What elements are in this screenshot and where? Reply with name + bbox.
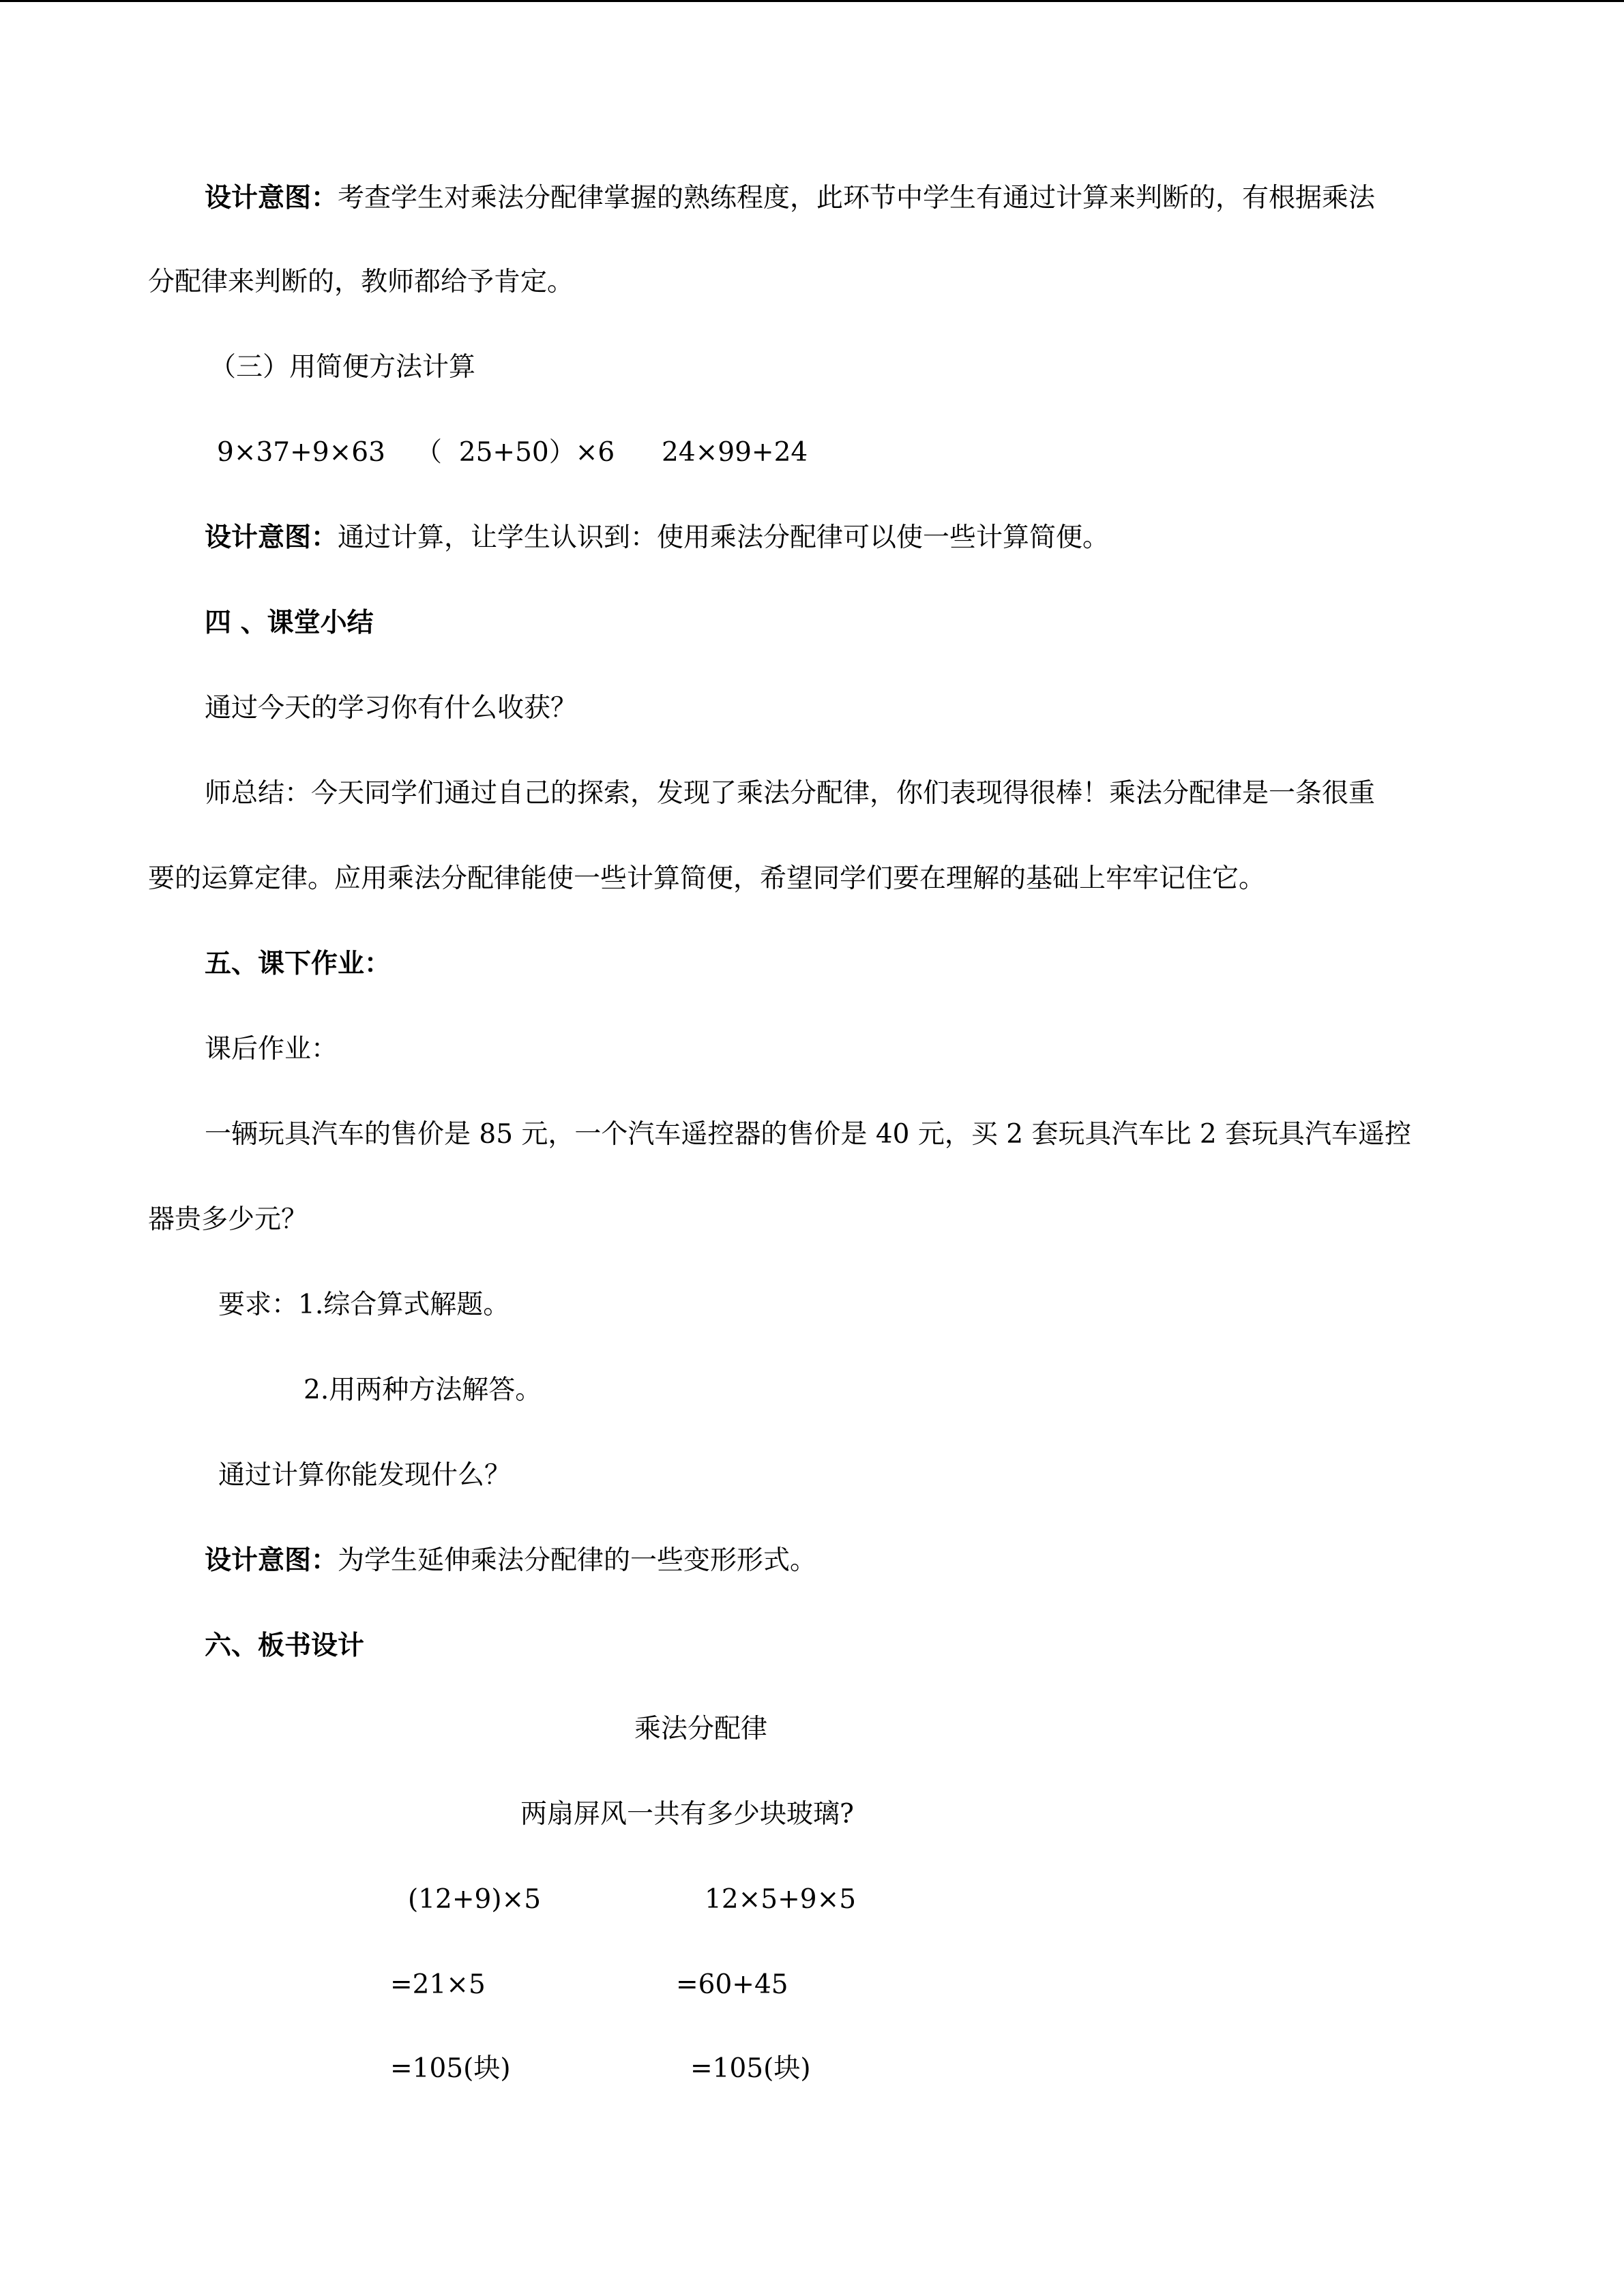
discovery-question: 通过计算你能发现什么？ (218, 1460, 512, 1491)
board-right-step-3: =105(块) (690, 2053, 811, 2084)
expression-1: 9×37+9×63 (217, 437, 385, 468)
design-intent-label: 设计意图： (205, 522, 338, 553)
homework-label: 课后作业： (205, 1034, 338, 1064)
design-intent-paragraph-2 (205, 520, 1109, 556)
teacher-summary-cont: 要的运算定律。应用乘法分配律能使一些计算简便，希望同学们要在理解的基础上牢牢记住它。 (148, 863, 1266, 894)
section-heading-5: 五、课下作业： (205, 949, 392, 979)
homework-problem-cont: 器贵多少元？ (148, 1204, 308, 1235)
board-title: 乘法分配律 (634, 1714, 768, 1744)
design-intent-label: 设计意图： (205, 1545, 338, 1576)
board-left-step-2: =21×5 (390, 1969, 486, 2000)
board-left-step-1: (12+9)×5 (408, 1884, 542, 1915)
board-left-step-3: =105(块) (390, 2053, 511, 2084)
subsection-heading-3: （三）用简便方法计算 (209, 352, 476, 383)
design-intent-label: 设计意图： (205, 183, 338, 213)
requirement-2: 2.用两种方法解答。 (304, 1375, 542, 1405)
requirement-1: 要求：1.综合算式解题。 (218, 1289, 510, 1320)
design-intent-paragraph-1 (205, 181, 1375, 216)
design-intent-paragraph-1-cont: 分配律来判断的，教师都给予肯定。 (148, 267, 574, 297)
design-intent-paragraph-3 (205, 1543, 816, 1579)
section-heading-4: 四 、课堂小结 (205, 608, 374, 638)
design-intent-text: 为学生延伸乘法分配律的一些变形形式。 (338, 1545, 817, 1576)
section-heading-6: 六、板书设计 (205, 1630, 365, 1661)
board-question: 两扇屏风一共有多少块玻璃? (520, 1799, 854, 1830)
design-intent-text: 考查学生对乘法分配律掌握的熟练程度，此环节中学生有通过计算来判断的，有根据乘法 (338, 183, 1376, 213)
summary-question: 通过今天的学习你有什么收获？ (205, 693, 578, 724)
homework-problem: 一辆玩具汽车的售价是 85 元，一个汽车遥控器的售价是 40 元，买 2 套玩具汽车比 2 套玩具汽车遥控 (205, 1119, 1412, 1150)
expression-2: （ 25+50）×6 (415, 437, 615, 468)
expression-3: 24×99+24 (662, 437, 808, 468)
board-right-step-2: =60+45 (676, 1969, 788, 2000)
teacher-summary: 师总结：今天同学们通过自己的探索，发现了乘法分配律，你们表现得很棒！乘法分配律是一条很重 (205, 778, 1376, 809)
design-intent-text: 通过计算，让学生认识到：使用乘法分配律可以使一些计算简便。 (338, 522, 1110, 553)
board-right-step-1: 12×5+9×5 (705, 1884, 857, 1915)
page-top-border (0, 0, 1624, 2)
